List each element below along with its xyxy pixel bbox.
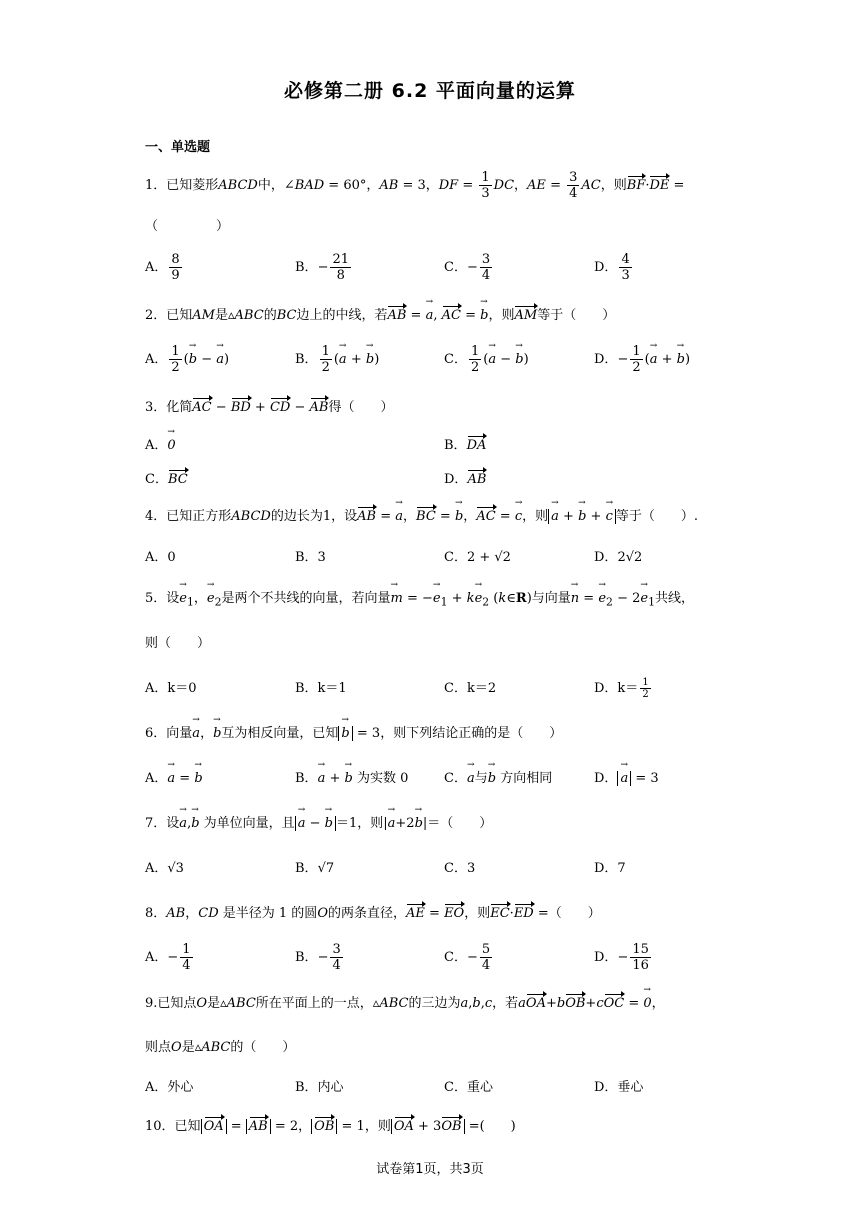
question-9: 9.已知点O是▵ABC所在平面上的一点，▵ABC的三边为a,b,c，若aOA+bOB+cOC = → 0，	[145, 992, 665, 1011]
option-c[interactable]: C．− $\frac{3}{4}$	[444, 252, 491, 283]
option-d[interactable]: D．→ a = 3	[594, 767, 659, 786]
option-b[interactable]: B．3	[295, 550, 326, 565]
option-d[interactable]: D．垂心	[594, 1080, 644, 1095]
option-c[interactable]: C．k＝2	[444, 681, 497, 696]
option-c[interactable]: C．→ a与→ b 方向相同	[444, 767, 552, 786]
answer-blank: （ ）	[145, 219, 230, 234]
option-d[interactable]: D． $\frac{4}{3}$	[594, 252, 630, 283]
question-5-tail: 则（ ）	[145, 636, 211, 651]
option-b[interactable]: B．− $\frac{21}{8}$	[295, 252, 350, 283]
option-a[interactable]: A．→ a = → b	[145, 767, 203, 786]
option-a[interactable]: A． $\frac{8}{9}$	[145, 252, 180, 283]
option-b[interactable]: B．→ a + → b 为实数 0	[295, 767, 408, 786]
question-7: 7．设→ a,→ b 为单位向量，且→ a − → b ＝1，则|→ a+2→ b|＝（ ）	[145, 812, 492, 831]
option-a[interactable]: A．k＝0	[145, 681, 197, 696]
option-a[interactable]: A．→ 0	[145, 434, 176, 453]
option-a[interactable]: A．√3	[145, 861, 184, 876]
option-b[interactable]: B．k＝1	[295, 681, 347, 696]
question-2: 2．已知AM是▵ABC的BC边上的中线，若AB = → a, AC = → b，则AM等于（ ）	[145, 304, 615, 323]
option-b[interactable]: B．DA	[444, 434, 486, 453]
option-c[interactable]: C． $\frac{1}{2}$ (→ a − → b)	[444, 344, 529, 375]
option-a[interactable]: A． $\frac{1}{2}$ (→ b − → a)	[145, 344, 229, 375]
question-10: 10．已知 OA = AB = 2， OB = 1，则 OA + 3OB =( )	[145, 1115, 516, 1134]
option-d[interactable]: D．k＝ $\frac{1}{2}$	[594, 677, 649, 700]
page-footer: 试卷第1页，共3页	[376, 1162, 484, 1177]
option-b[interactable]: B．内心	[295, 1080, 344, 1095]
option-d[interactable]: D．2√2	[594, 550, 643, 565]
option-d[interactable]: D．− $\frac{1}{2}$ (→ a + → b)	[594, 344, 690, 375]
option-c[interactable]: C．3	[444, 861, 476, 876]
question-3: 3．化简AC − BD + CD − AB得（ ）	[145, 396, 393, 415]
option-c[interactable]: C．− $\frac{5}{4}$	[444, 942, 491, 973]
question-6: 6．向量→ a，→ b互为相反向量，已知→ b = 3，则下列结论正确的是（ ）	[145, 722, 562, 741]
option-b[interactable]: B．√7	[295, 861, 335, 876]
question-8: 8．AB，CD 是半径为 1 的圆O的两条直径，AE = EO，则EC·ED =（ ）	[145, 902, 601, 921]
option-c[interactable]: C．BC	[145, 468, 188, 487]
section-heading: 一、单选题	[145, 140, 211, 155]
option-a[interactable]: A．− $\frac{1}{4}$	[145, 942, 191, 973]
question-5: 5．设→ $e_1$，→ $e_2$是两个不共线的向量，若向量→ m = −→ $e_1 + k\to e_2$ (k∈R)与向量→ n = → $e_2 - 2\to e_1$共线，	[145, 587, 694, 609]
question-4: 4．已知正方形ABCD的边长为1，设AB = → a，BC = → b，AC = → c，则→ a + → b + → c 等于（ ）.	[145, 505, 698, 524]
option-c[interactable]: C．2 + √2	[444, 550, 511, 565]
option-a[interactable]: A．0	[145, 550, 176, 565]
option-a[interactable]: A．外心	[145, 1080, 194, 1095]
option-b[interactable]: B．− $\frac{3}{4}$	[295, 942, 341, 973]
question-1: 1．已知菱形ABCD中，∠BAD = 60°，AB = 3，DF = $\frac{1}{3}$ DC，AE = $\frac{3}{4}$ AC，则BF·DE =	[145, 170, 685, 201]
page-title: 必修第二册 6.2 平面向量的运算	[284, 80, 576, 102]
option-d[interactable]: D．7	[594, 861, 626, 876]
option-d[interactable]: D．− $\frac{15}{16}$	[594, 942, 649, 973]
option-d[interactable]: D．AB	[444, 468, 486, 487]
option-b[interactable]: B． $\frac{1}{2}$ (→ a + → b)	[295, 344, 379, 375]
option-c[interactable]: C．重心	[444, 1080, 493, 1095]
question-9-tail: 则点O是▵ABC的（ ）	[145, 1040, 296, 1055]
